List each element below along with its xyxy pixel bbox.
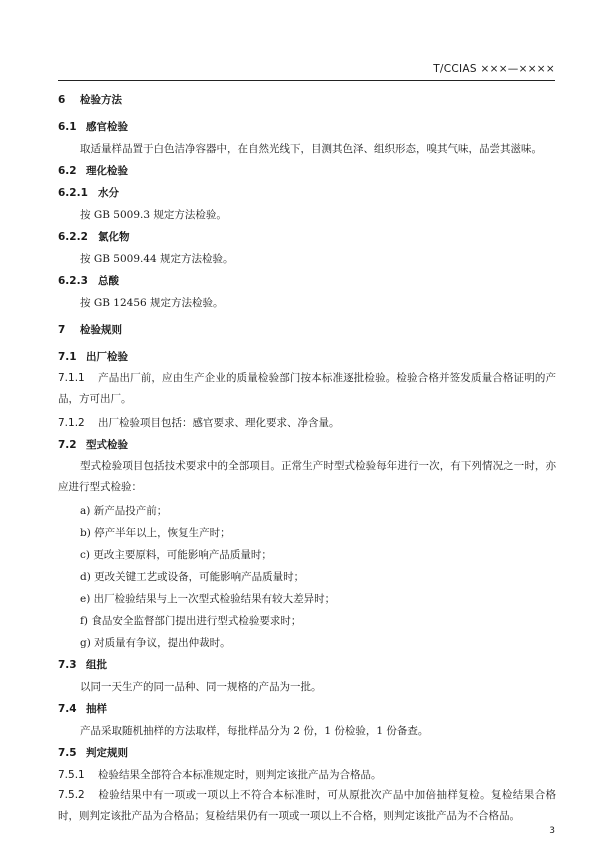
section-title: 型式检验: [86, 439, 128, 451]
section-6-1-heading: [58, 120, 128, 134]
paragraph-text: 检验结果中有一项或一项以上不符合本标准时，可从原批次产品中加倍抽样复检。复检结果合格时，则判定该批产品为合格品；复检结果仍有一项或一项以上不合格，则判定该批产品为不合格品。: [58, 789, 556, 822]
header-rule: [58, 80, 555, 81]
list-item: f) 食品安全监督部门提出进行型式检验要求时；: [80, 615, 302, 627]
section-7-1-heading: [58, 350, 128, 364]
section-number: 7.2: [58, 439, 77, 451]
section-7-2-heading: [58, 438, 128, 452]
section-number: 6.2.1: [58, 187, 88, 199]
section-number: 7.5: [58, 747, 77, 759]
list-item: a) 新产品投产前；: [80, 505, 168, 517]
section-title: 感官检验: [86, 121, 128, 133]
section-6-2-heading: [58, 164, 128, 178]
section-number: 7.1: [58, 351, 77, 363]
section-title: 水分: [98, 187, 119, 199]
paragraph-text: 检验结果全部符合本标准规定时，则判定该批产品为合格品。: [98, 769, 382, 781]
section-6-2-2-text: 按 GB 5009.44 规定方法检验。: [80, 253, 234, 265]
section-title: 组批: [86, 659, 107, 671]
section-6-1-text: 取适量样品置于白色洁净容器中，在自然光线下，目测其色泽、组织形态，嗅其气味，品尝其滋味。: [80, 143, 542, 155]
section-title: 抽样: [86, 703, 107, 715]
section-number: 6.1: [58, 121, 77, 133]
section-number: 7.5.1: [58, 769, 85, 781]
paragraph-text: 产品出厂前，应由生产企业的质量检验部门按本标准逐批检验。检验合格并签发质量合格证明的产品，方可出厂。: [58, 372, 556, 405]
section-title: 判定规则: [86, 747, 128, 759]
section-7-3-text: 以同一天生产的同一品种、同一规格的产品为一批。: [80, 681, 322, 693]
list-item: d) 更改关键工艺或设备，可能影响产品质量时；: [80, 571, 305, 583]
page-number: 3: [549, 826, 555, 836]
section-7-1-1-paragraph: [58, 368, 556, 410]
section-7-5-2-paragraph: [58, 785, 556, 827]
section-number: 7.1.2: [58, 417, 85, 429]
section-7-5-1-paragraph: [58, 768, 382, 782]
section-7-5-heading: [58, 746, 128, 760]
section-6-2-3-heading: [58, 274, 119, 288]
section-title: 检验方法: [80, 94, 122, 106]
section-number: 6.2.2: [58, 231, 88, 243]
list-item: g) 对质量有争议，提出仲裁时。: [80, 637, 231, 649]
section-number: 6.2.3: [58, 275, 88, 287]
section-number: 7.1.1: [58, 372, 85, 384]
section-7-3-heading: [58, 658, 107, 672]
list-item: c) 更改主要原料，可能影响产品质量时；: [80, 549, 272, 561]
section-title: 总酸: [98, 275, 119, 287]
section-6-2-1-text: 按 GB 5009.3 规定方法检验。: [80, 209, 227, 221]
standard-code: T/CCIAS ×××—××××: [433, 63, 555, 75]
section-number: 6: [58, 94, 66, 106]
section-7-heading: [58, 323, 122, 337]
section-7-1-2-paragraph: [58, 416, 340, 430]
section-title: 氯化物: [98, 231, 130, 243]
section-6-2-3-text: 按 GB 12456 规定方法检验。: [80, 297, 224, 309]
section-number: 7: [58, 324, 66, 336]
section-number: 7.5.2: [58, 789, 85, 801]
section-6-2-1-heading: [58, 186, 119, 200]
section-7-4-text: 产品采取随机抽样的方法取样，每批样品分为 2 份，1 份检验，1 份备查。: [80, 725, 429, 737]
paragraph-text: 出厂检验项目包括：感官要求、理化要求、净含量。: [98, 417, 340, 429]
section-6-2-2-heading: [58, 230, 130, 244]
section-number: 7.4: [58, 703, 77, 715]
list-item: e) 出厂检验结果与上一次型式检验结果有较大差异时；: [80, 593, 336, 605]
section-6-heading: [58, 93, 122, 107]
list-item: b) 停产半年以上，恢复生产时；: [80, 527, 231, 539]
section-title: 检验规则: [80, 324, 122, 336]
section-7-4-heading: [58, 702, 107, 716]
section-number: 6.2: [58, 165, 77, 177]
section-7-2-text: 型式检验项目包括技术要求中的全部项目。正常生产时型式检验每年进行一次，有下列情况之一时，亦应进行型式检验：: [58, 460, 556, 493]
section-number: 7.3: [58, 659, 77, 671]
section-title: 理化检验: [86, 165, 128, 177]
section-title: 出厂检验: [86, 351, 128, 363]
